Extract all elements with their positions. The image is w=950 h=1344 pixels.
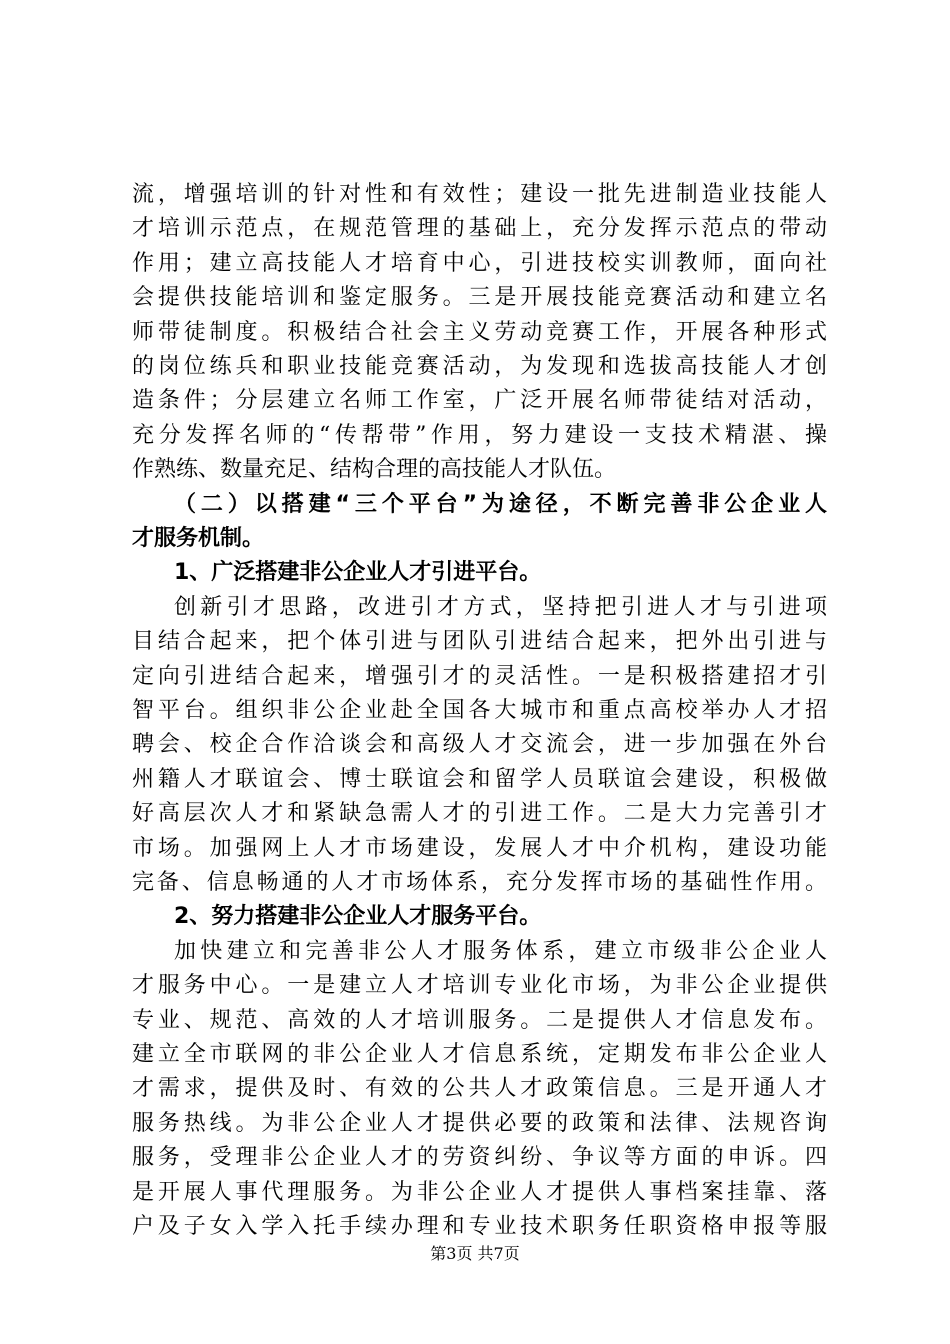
subsection-heading: 2、努力搭建非公企业人才服务平台。 <box>174 904 542 929</box>
body-line: 的岗位练兵和职业技能竞赛活动，为发现和选拔高技能人才创 <box>132 354 827 379</box>
body-line: 作用；建立高技能人才培育中心，引进技校实训教师，面向社 <box>132 251 827 276</box>
page-number-footer: 第3页 共7页 <box>430 1244 520 1263</box>
body-line: 定向引进结合起来，增强引才的灵活性。一是积极搭建招才引 <box>132 664 827 689</box>
body-line: 作熟练、数量充足、结构合理的高技能人才队伍。 <box>132 457 617 482</box>
body-line: 会提供技能培训和鉴定服务。三是开展技能竞赛活动和建立名 <box>132 285 827 310</box>
body-line: 聘会、校企合作洽谈会和高级人才交流会，进一步加强在外台 <box>132 732 827 757</box>
body-line: 建立全市联网的非公企业人才信息系统，定期发布非公企业人 <box>132 1042 827 1067</box>
body-line: 服务热线。为非公企业人才提供必要的政策和法律、法规咨询 <box>132 1111 827 1136</box>
body-line: 智平台。组织非公企业赴全国各大城市和重点高校举办人才招 <box>132 698 827 723</box>
body-line: 流，增强培训的针对性和有效性；建设一批先进制造业技能人 <box>132 182 827 207</box>
body-line: 服务，受理非公企业人才的劳资纠纷、争议等方面的申诉。四 <box>132 1145 827 1170</box>
body-line: 充分发挥名师的“传帮带”作用，努力建设一支技术精湛、操 <box>132 423 827 448</box>
body-line: 完备、信息畅通的人才市场体系，充分发挥市场的基础性作用。 <box>132 870 827 895</box>
body-line: 才培训示范点，在规范管理的基础上，充分发挥示范点的带动 <box>132 216 827 241</box>
body-line: 好高层次人才和紧缺急需人才的引进工作。二是大力完善引才 <box>132 801 827 826</box>
body-line: 州籍人才联谊会、博士联谊会和留学人员联谊会建设，积极做 <box>132 767 827 792</box>
body-line: 造条件；分层建立名师工作室，广泛开展名师带徒结对活动， <box>132 388 827 413</box>
section-heading: 才服务机制。 <box>132 526 265 551</box>
body-line: 师带徒制度。积极结合社会主义劳动竞赛工作，开展各种形式 <box>132 320 827 345</box>
body-line: 才服务中心。一是建立人才培训专业化市场，为非公企业提供 <box>132 973 827 998</box>
body-line: 是开展人事代理服务。为非公企业人才提供人事档案挂靠、落 <box>132 1180 827 1205</box>
section-heading: （二）以搭建“三个平台”为途径，不断完善非公企业人 <box>174 492 827 517</box>
body-line: 市场。加强网上人才市场建设，发展人才中介机构，建设功能 <box>132 836 827 861</box>
body-line: 户及子女入学入托手续办理和专业技术职务任职资格申报等服 <box>132 1214 827 1239</box>
subsection-heading: 1、广泛搭建非公企业人才引进平台。 <box>174 560 542 585</box>
body-line: 专业、规范、高效的人才培训服务。二是提供人才信息发布。 <box>132 1008 827 1033</box>
body-line: 创新引才思路，改进引才方式，坚持把引进人才与引进项 <box>174 595 827 620</box>
body-line: 目结合起来，把个体引进与团队引进结合起来，把外出引进与 <box>132 629 827 654</box>
body-line: 才需求，提供及时、有效的公共人才政策信息。三是开通人才 <box>132 1076 827 1101</box>
body-line: 加快建立和完善非公人才服务体系，建立市级非公企业人 <box>174 939 827 964</box>
